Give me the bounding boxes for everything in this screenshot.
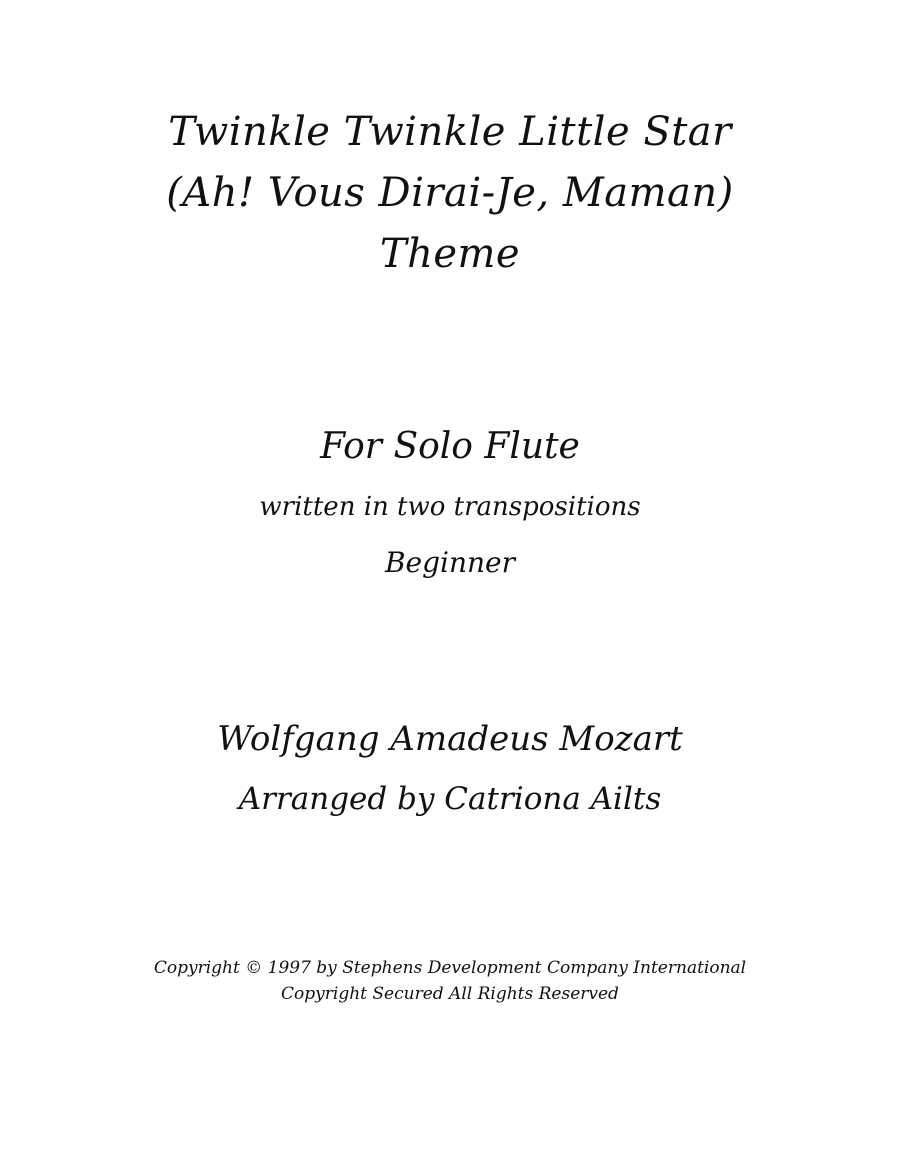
title-line-3: Theme <box>379 231 521 277</box>
instrument-label: For Solo Flute <box>320 426 580 467</box>
title-line-1: Twinkle Twinkle Little Star <box>168 109 732 155</box>
title-line-2: (Ah! Vous Dirai-Je, Maman) <box>166 170 734 216</box>
arranger-credit: Arranged by Catriona Ailts <box>238 781 662 817</box>
rights-reserved-notice: Copyright Secured All Rights Reserved <box>281 984 619 1004</box>
composer-name: Wolfgang Amadeus Mozart <box>217 719 683 759</box>
difficulty-level: Beginner <box>384 546 516 579</box>
transpositions-note: written in two transpositions <box>259 492 641 522</box>
copyright-notice: Copyright © 1997 by Stephens Development Company International <box>153 958 747 978</box>
